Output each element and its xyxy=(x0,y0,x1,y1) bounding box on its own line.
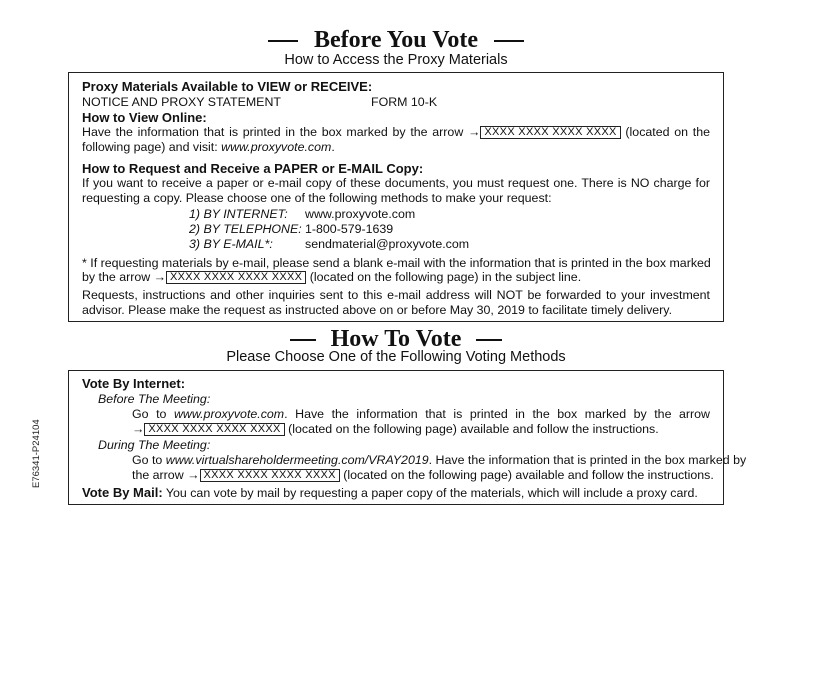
before-you-vote-header xyxy=(68,27,724,54)
before-1a: Go to xyxy=(132,407,167,421)
voting-methods-box xyxy=(68,370,747,505)
material-notice: NOTICE AND PROXY STATEMENT xyxy=(82,95,281,109)
title-rule-right xyxy=(476,339,502,341)
view-online-heading: How to View Online: xyxy=(82,110,207,125)
note-2b: (located on the following page) in the subject line. xyxy=(309,270,582,284)
before-meeting-line-2b xyxy=(132,422,659,437)
before-meeting-line-1 xyxy=(132,407,710,422)
arrow-icon: → xyxy=(132,422,145,436)
arrow-icon: → xyxy=(468,125,481,139)
period: . xyxy=(428,453,433,467)
before-title: Before You Vote xyxy=(314,27,478,53)
view-text-2: (located on the xyxy=(625,125,710,139)
title-rule-left xyxy=(290,339,316,341)
view-text-1: Have the information that is printed in the box marked by the arrow xyxy=(82,125,464,139)
request-heading: How to Request and Receive a PAPER or E-MAIL Copy: xyxy=(82,161,424,176)
materials-heading: Proxy Materials Available to VIEW or RECEIVE: xyxy=(82,79,373,94)
arrow-icon: → xyxy=(153,270,167,284)
note-2a: by the arrow xyxy=(82,270,151,284)
control-number-box: XXXX XXXX XXXX XXXX xyxy=(480,126,620,139)
view-text-3: following page) and visit: xyxy=(82,140,218,154)
vote-internet-heading: Vote By Internet: xyxy=(82,376,186,391)
email-note-2 xyxy=(82,270,581,285)
method-email-label: 3) BY E-MAIL*: xyxy=(189,237,273,251)
vote-mail-text: You can vote by mail by requesting a paper copy of the materials, which will include a proxy card. xyxy=(165,486,698,500)
view-url-link[interactable]: www.proxyvote.com xyxy=(221,140,332,154)
document-code: E76341-P24104 xyxy=(31,419,42,488)
control-number-box: XXXX XXXX XXXX XXXX xyxy=(166,271,306,284)
before-2: (located on the following page) available and follow the instructions. xyxy=(288,422,659,436)
during-1b: Have the information that is printed in the box marked by xyxy=(435,453,747,467)
period: . xyxy=(284,407,288,421)
requests-text-2: advisor. Please make the request as instructed above on or before May 30, 2019 to facilitate timely delivery. xyxy=(82,303,673,317)
method-internet-value[interactable]: www.proxyvote.com xyxy=(305,207,416,221)
during-url-link[interactable]: www.virtualshareholdermeeting.com/VRAY2019 xyxy=(165,453,429,467)
vote-mail-heading: Vote By Mail: xyxy=(82,485,163,500)
during-2b: (located on the following page) available and follow the instructions. xyxy=(343,468,714,482)
during-meeting-line-2 xyxy=(132,468,714,483)
arrow-icon: → xyxy=(187,468,200,482)
title-rule-left xyxy=(268,40,298,42)
method-telephone-value[interactable]: 1-800-579-1639 xyxy=(305,222,394,236)
during-1a: Go to xyxy=(132,453,163,467)
period: . xyxy=(331,140,335,154)
during-meeting-line-1 xyxy=(132,453,747,468)
control-number-box: XXXX XXXX XXXX XXXX xyxy=(144,423,284,436)
before-meeting-label: Before The Meeting: xyxy=(98,392,211,406)
how-subtitle: Please Choose One of the Following Voting Methods xyxy=(226,349,566,365)
view-text-line-1 xyxy=(82,125,710,140)
before-1b: Have the information that is printed in the box marked by the arrow xyxy=(295,407,710,421)
how-title: How To Vote xyxy=(330,326,462,352)
title-rule-right xyxy=(494,40,524,42)
request-text-1: If you want to receive a paper or e-mail copy of these documents, you must request one. There is NO charge for xyxy=(82,176,710,190)
during-meeting-label: During The Meeting: xyxy=(98,438,211,452)
request-text-2: requesting a copy. Please choose one of the following methods to make your request: xyxy=(82,191,552,205)
proxy-materials-box xyxy=(68,72,724,322)
before-subtitle: How to Access the Proxy Materials xyxy=(284,52,508,68)
view-text-line-2 xyxy=(82,140,335,155)
material-10k: FORM 10-K xyxy=(371,95,438,109)
email-note-1: * If requesting materials by e-mail, please send a blank e-mail with the information that is printed in the box marked xyxy=(82,256,711,270)
method-email-value[interactable]: sendmaterial@proxyvote.com xyxy=(305,237,470,251)
method-telephone-label: 2) BY TELEPHONE: xyxy=(189,222,302,236)
control-number-box: XXXX XXXX XXXX XXXX xyxy=(200,469,340,482)
before-url-link[interactable]: www.proxyvote.com xyxy=(173,407,285,421)
during-2a: the arrow xyxy=(132,468,184,482)
requests-text-1: Requests, instructions and other inquiries sent to this e-mail address will NOT be forwarded to your investment xyxy=(82,288,710,302)
method-internet-label: 1) BY INTERNET: xyxy=(189,207,288,221)
vote-mail-line xyxy=(82,485,698,501)
